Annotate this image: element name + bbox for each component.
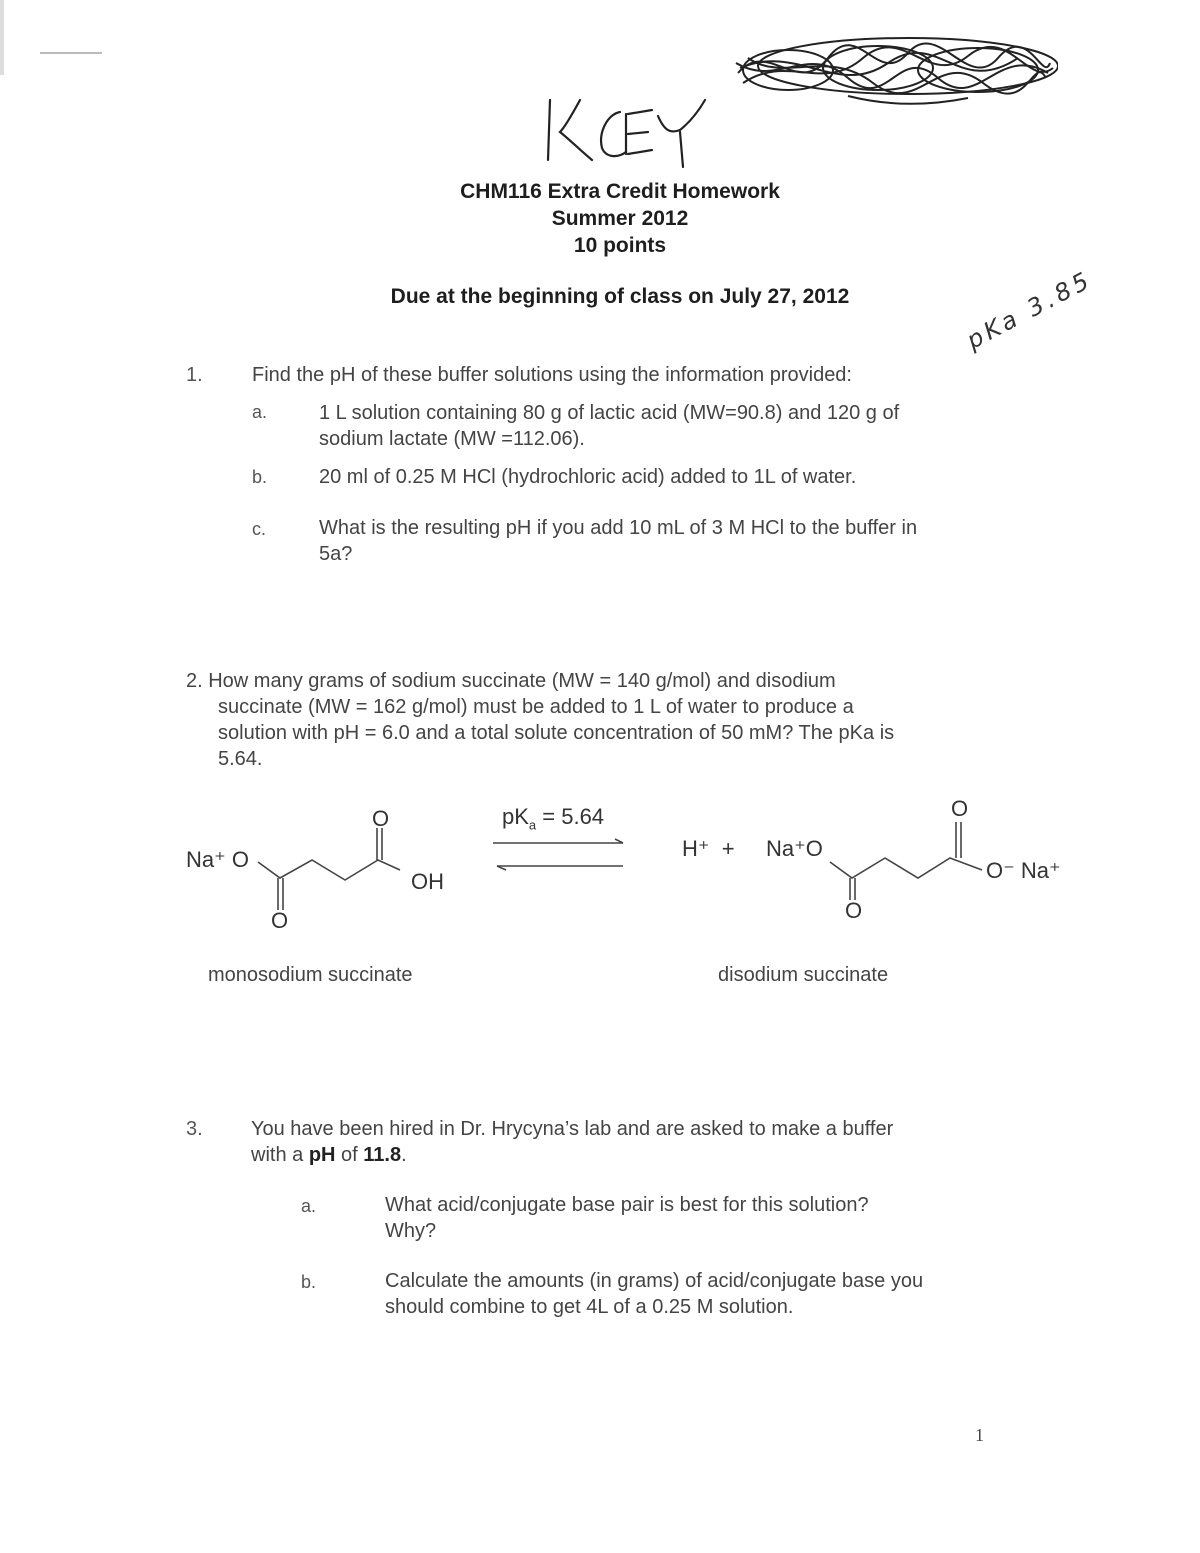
q3a-line1: What acid/conjugate base pair is best for this solution? <box>385 1194 869 1216</box>
q3-line2 <box>251 1142 407 1168</box>
q2-line1: 2. How many grams of sodium succinate (MW = 140 g/mol) and disodium <box>186 670 836 692</box>
q1b-text: 20 ml of 0.25 M HCl (hydrochloric acid) added to 1L of water. <box>319 466 857 488</box>
q2-line2: succinate (MW = 162 g/mol) must be added to 1 L of water to produce a <box>218 696 854 718</box>
q1-number: 1. <box>186 364 203 386</box>
q1c-label: c. <box>252 519 267 539</box>
o-na-right: O⁻ Na⁺ <box>986 858 1061 883</box>
q2-line4: 5.64. <box>218 748 263 770</box>
q3-number: 3. <box>186 1118 203 1140</box>
pka-label <box>502 804 604 832</box>
due-date: Due at the beginning of class on July 27, 2012 <box>390 285 850 308</box>
q3b-line2: should combine to get 4L of a 0.25 M solution. <box>385 1296 794 1318</box>
q3-line2-end: . <box>401 1144 407 1166</box>
q3b-line1: Calculate the amounts (in grams) of acid/conjugate base you <box>385 1270 924 1292</box>
handwritten-pka-note: pKa 3.85 <box>962 265 1097 355</box>
q1-text: Find the pH of these buffer solutions using the information provided: <box>252 364 852 386</box>
pka-p: pK <box>502 804 529 829</box>
term: Summer 2012 <box>551 207 689 230</box>
q3a-line2: Why? <box>385 1220 437 1242</box>
q3-ph-value: 11.8 <box>363 1144 402 1166</box>
q1a-line2: sodium lactate (MW =112.06). <box>319 428 585 450</box>
label-monosodium-succinate: monosodium succinate <box>208 964 413 986</box>
handwritten-key <box>540 92 720 172</box>
points: 10 points <box>573 234 667 257</box>
q1b-label: b. <box>252 467 268 487</box>
pka-value: = 5.64 <box>536 804 605 829</box>
stray-mark <box>40 52 102 54</box>
carbonyl-o-bottom-right: O <box>845 898 863 923</box>
homework-title: CHM116 Extra Credit Homework <box>460 180 780 203</box>
q3b-label: b. <box>301 1272 317 1292</box>
q3a-label: a. <box>301 1196 317 1216</box>
left-edge-mark <box>0 0 4 75</box>
key-text: KEY <box>540 92 543 93</box>
na-o-left: Na⁺ O <box>186 847 249 872</box>
scribble-redaction <box>728 28 1058 108</box>
hydroxyl-oh: OH <box>411 869 444 894</box>
q3-ph: pH <box>308 1144 336 1166</box>
q1c-line2: 5a? <box>319 543 353 565</box>
carbonyl-o-top-left: O <box>372 806 390 831</box>
q2-line3: solution with pH = 6.0 and a total solute concentration of 50 mM? The pKa is <box>218 722 895 744</box>
q3-line2-pre: with a <box>251 1144 309 1166</box>
page-number: 1 <box>975 1425 984 1445</box>
pka-sub: a <box>528 817 537 833</box>
na-o-right: Na⁺O <box>766 836 823 861</box>
h-plus: H⁺ + <box>682 836 735 861</box>
label-disodium-succinate: disodium succinate <box>718 964 889 986</box>
q1a-line1: 1 L solution containing 80 g of lactic acid (MW=90.8) and 120 g of <box>319 402 900 424</box>
q3-line1: You have been hired in Dr. Hrycyna’s lab and are asked to make a buffer <box>251 1118 894 1140</box>
q3-line2-mid: of <box>335 1144 364 1166</box>
carbonyl-o-bottom-left: O <box>271 908 289 933</box>
carbonyl-o-top-right: O <box>951 796 969 821</box>
q1a-label: a. <box>252 402 268 422</box>
q1c-line1: What is the resulting pH if you add 10 mL of 3 M HCl to the buffer in <box>319 517 918 539</box>
